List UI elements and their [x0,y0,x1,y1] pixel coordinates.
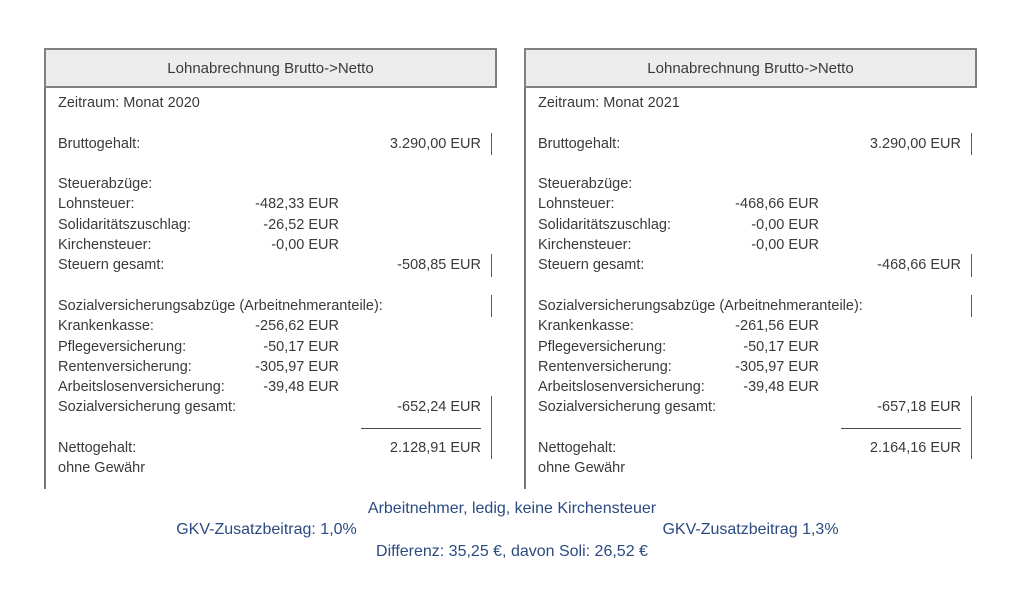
row-label: Lohnsteuer: [58,196,135,213]
row-item-value: -50,17 EUR [743,338,819,355]
row-label: Nettogehalt: [58,440,137,457]
payslip-row [46,93,497,113]
row-label: Solidaritätszuschlag: [538,216,671,233]
payslip-row [526,377,977,397]
row-label: Sozialversicherung gesamt: [58,399,237,416]
footer-assumptions: Arbeitnehmer, ledig, keine Kirchensteuer [367,500,657,517]
payslip-row [46,276,497,296]
row-label: Arbeitslosenversicherung: [538,379,705,396]
payslip-body-2021 [524,88,977,489]
row-item-value: -256,62 EUR [255,318,339,335]
payslip-row [526,438,977,458]
row-label: Nettogehalt: [538,440,617,457]
payslip-row [46,397,497,417]
footer-difference: Differenz: 35,25 €, davon Soli: 26,52 € [376,543,648,560]
row-label: Zeitraum: Monat 2021 [538,95,680,111]
row-total-value: 3.290,00 EUR [869,135,961,152]
payslip-row [46,357,497,377]
payslip-row [46,235,497,255]
payslip-row [526,255,977,275]
row-item-value: -305,97 EUR [735,358,819,375]
row-label: ohne Gewähr [58,460,146,477]
payslip-row [526,154,977,174]
row-item-value: -0,00 EUR [271,237,339,254]
row-item-value: -26,52 EUR [263,216,339,233]
payslip-row [46,113,497,133]
row-item-value: -261,56 EUR [735,318,819,335]
row-item-value: -468,66 EUR [735,196,819,213]
row-label: Steuerabzüge: [58,176,153,193]
row-label: Pflegeversicherung: [58,338,187,355]
row-item-value: -0,00 EUR [751,216,819,233]
row-label: Bruttogehalt: [538,135,621,152]
row-label: Lohnsteuer: [538,196,615,213]
row-label: ohne Gewähr [538,460,626,477]
footer-gkv-2021: GKV-Zusatzbeitrag 1,3% [662,521,839,538]
row-label: Arbeitslosenversicherung: [58,379,225,396]
row-label: Kirchensteuer: [58,237,152,254]
payslip-row [526,276,977,296]
row-label: Kirchensteuer: [538,237,632,254]
row-label: Solidaritätszuschlag: [58,216,191,233]
row-label: Steuern gesamt: [58,257,165,274]
row-label: Rentenversicherung: [538,358,672,375]
row-total-value: -468,66 EUR [877,257,961,274]
payslip-row [526,93,977,113]
payslip-body-2020 [44,88,497,489]
payslip-row [526,296,977,316]
payslip-row [526,194,977,214]
row-label: Steuern gesamt: [538,257,645,274]
row-item-value: -305,97 EUR [255,358,339,375]
payslip-row [46,194,497,214]
row-label: Zeitraum: Monat 2020 [58,95,200,111]
payslip-panel-2020 [44,48,497,489]
payslip-row [46,215,497,235]
row-label: Rentenversicherung: [58,358,192,375]
row-item-value: -482,33 EUR [255,196,339,213]
row-label: Pflegeversicherung: [538,338,667,355]
payslip-row [46,458,497,478]
row-item-value: -39,48 EUR [743,379,819,396]
payslip-row [46,134,497,154]
row-label: Krankenkasse: [538,318,634,335]
row-item-value: -0,00 EUR [751,237,819,254]
row-label: Steuerabzüge: [538,176,633,193]
payslip-row [46,337,497,357]
payslip-row [526,113,977,133]
row-label: Krankenkasse: [58,318,154,335]
payslip-row [526,235,977,255]
payslip-row [46,154,497,174]
payslip-row [526,174,977,194]
payslip-title-2020: Lohnabrechnung Brutto->Netto [44,48,497,88]
row-total-value: -657,18 EUR [877,399,961,416]
row-total-value: 2.164,16 EUR [869,440,961,457]
payslip-row [526,357,977,377]
payslip-row [526,418,977,438]
row-label: Sozialversicherung gesamt: [538,399,717,416]
row-total-value: -652,24 EUR [397,399,481,416]
payslip-row [46,377,497,397]
payslip-row [526,215,977,235]
row-label: Bruttogehalt: [58,135,141,152]
row-item-value: -39,48 EUR [263,379,339,396]
row-total-value: -508,85 EUR [397,257,481,274]
row-label: Sozialversicherungsabzüge (Arbeitnehmeranteile): [58,297,383,314]
payslip-row [46,438,497,458]
payslip-title-2021: Lohnabrechnung Brutto->Netto [524,48,977,88]
payslip-row [526,337,977,357]
payslip-row [526,458,977,478]
payslip-row [526,134,977,154]
row-total-value: 3.290,00 EUR [389,135,481,152]
payslip-row [526,397,977,417]
payslip-row [46,255,497,275]
row-label: Sozialversicherungsabzüge (Arbeitnehmeranteile): [538,297,863,314]
payslip-row [46,296,497,316]
payslip-row [46,174,497,194]
row-total-value: 2.128,91 EUR [389,440,481,457]
row-item-value: -50,17 EUR [263,338,339,355]
footer-gkv-2020: GKV-Zusatzbeitrag: 1,0% [176,521,357,538]
payslip-row [46,316,497,336]
payslip-panel-2021 [524,48,977,489]
payslip-row [526,316,977,336]
payslip-row [46,418,497,438]
